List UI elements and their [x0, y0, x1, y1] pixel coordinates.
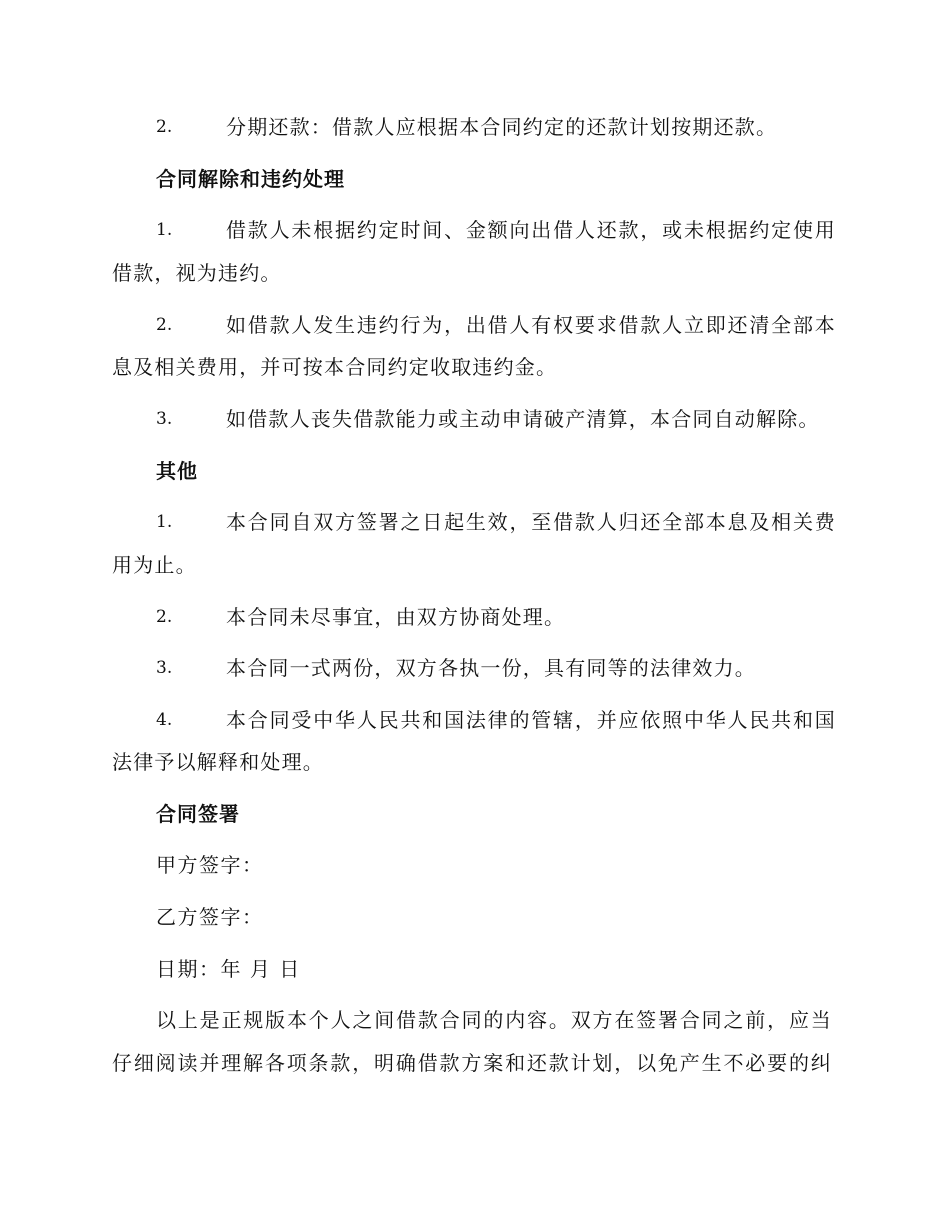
item-text: 本合同一式两份，双方各执一份，具有同等的法律效力。	[226, 656, 756, 680]
closing-text-line1: 以上是正规版本个人之间借款合同的内容。双方在签署合同之前，应当	[156, 1008, 832, 1032]
list-item-continuation	[0, 350, 950, 384]
item-text: 本合同未尽事宜，由双方协商处理。	[226, 605, 566, 629]
section-heading	[0, 797, 950, 831]
list-item	[0, 703, 950, 737]
closing-text-line2: 仔细阅读并理解各项条款，明确借款方案和还款计划，以免产生不必要的纠	[112, 1051, 832, 1075]
item-text: 如借款人发生违约行为，出借人有权要求借款人立即还清全部本	[226, 313, 836, 337]
date-label: 日期：年 月 日	[156, 957, 301, 981]
signature-line-party-b	[0, 900, 950, 934]
item-number: 4.	[156, 710, 173, 730]
list-item	[0, 402, 950, 436]
item-number: 2.	[156, 117, 173, 137]
list-item-continuation	[0, 256, 950, 290]
item-text-continued: 息及相关费用，并可按本合同约定收取违约金。	[112, 355, 558, 379]
list-item	[0, 213, 950, 247]
item-number: 1.	[156, 220, 173, 240]
date-line	[0, 952, 950, 986]
list-item-continuation	[0, 548, 950, 582]
item-text-continued: 法律予以解释和处理。	[112, 750, 324, 774]
list-item	[0, 505, 950, 539]
item-text: 本合同自双方签署之日起生效，至借款人归还全部本息及相关费	[226, 510, 836, 534]
list-item	[0, 110, 950, 144]
item-text: 如借款人丧失借款能力或主动申请破产清算，本合同自动解除。	[226, 407, 820, 431]
item-number: 2.	[156, 607, 173, 627]
item-text: 分期还款：借款人应根据本合同约定的还款计划按期还款。	[226, 115, 778, 139]
item-number: 3.	[156, 409, 173, 429]
heading-other: 其他	[156, 459, 198, 483]
party-b-signature-label: 乙方签字：	[156, 905, 264, 929]
list-item	[0, 651, 950, 685]
item-number: 3.	[156, 658, 173, 678]
item-text-continued: 借款，视为违约。	[112, 261, 282, 285]
signature-line-party-a	[0, 848, 950, 882]
item-text-continued: 用为止。	[112, 553, 197, 577]
list-item-continuation	[0, 745, 950, 779]
closing-paragraph-continuation	[0, 1046, 950, 1080]
item-text: 借款人未根据约定时间、金额向出借人还款，或未根据约定使用	[226, 218, 836, 242]
section-heading	[0, 454, 950, 488]
list-item	[0, 308, 950, 342]
item-number: 1.	[156, 512, 173, 532]
closing-paragraph	[0, 1003, 950, 1037]
heading-termination: 合同解除和违约处理	[156, 167, 345, 191]
party-a-signature-label: 甲方签字：	[156, 853, 264, 877]
item-number: 2.	[156, 315, 173, 335]
heading-signing: 合同签署	[156, 802, 240, 826]
section-heading	[0, 162, 950, 196]
item-text: 本合同受中华人民共和国法律的管辖，并应依照中华人民共和国	[226, 708, 836, 732]
list-item	[0, 600, 950, 634]
